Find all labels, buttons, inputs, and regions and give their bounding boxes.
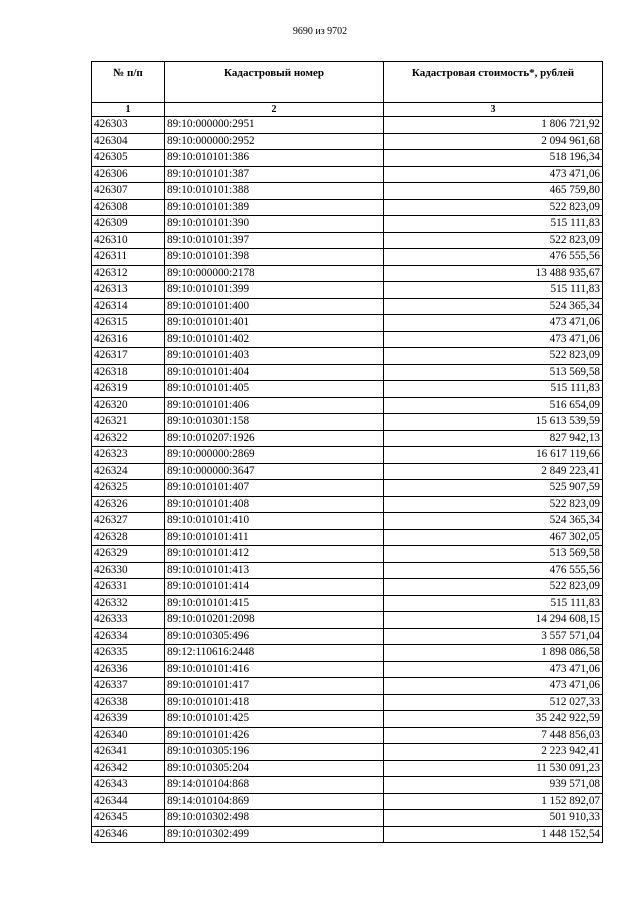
row-number-cell: 426310 (92, 232, 165, 249)
cadastral-number-cell: 89:10:010305:204 (165, 760, 384, 777)
table-row (92, 546, 603, 563)
cadastral-number-cell: 89:10:010101:416 (165, 661, 384, 678)
table-header (92, 62, 603, 117)
cadastral-number-cell: 89:10:010101:386 (165, 150, 384, 167)
cadastral-value-cell: 473 471,06 (384, 678, 603, 695)
row-number-cell: 426319 (92, 381, 165, 398)
cadastral-value-cell: 16 617 119,66 (384, 447, 603, 464)
row-number-cell: 426306 (92, 166, 165, 183)
cadastral-number-cell: 89:10:010302:499 (165, 826, 384, 843)
cadastral-number-cell: 89:10:000000:2178 (165, 265, 384, 282)
cadastral-value-cell: 1 152 892,07 (384, 793, 603, 810)
row-number-cell: 426329 (92, 546, 165, 563)
row-number-cell: 426336 (92, 661, 165, 678)
cadastral-value-cell: 524 365,34 (384, 298, 603, 315)
table-row (92, 760, 603, 777)
row-number-cell: 426312 (92, 265, 165, 282)
row-number-cell: 426322 (92, 430, 165, 447)
table-row (92, 199, 603, 216)
row-number-cell: 426324 (92, 463, 165, 480)
table-row (92, 513, 603, 530)
cadastral-value-cell: 11 530 091,23 (384, 760, 603, 777)
cadastral-value-cell: 2 094 961,68 (384, 133, 603, 150)
table-row (92, 414, 603, 431)
cadastral-number-cell: 89:10:000000:2951 (165, 117, 384, 134)
cadastral-value-cell: 518 196,34 (384, 150, 603, 167)
cadastral-number-cell: 89:10:010101:387 (165, 166, 384, 183)
cadastral-value-cell: 522 823,09 (384, 496, 603, 513)
header-row-number: № п/п (92, 62, 165, 103)
table-row (92, 216, 603, 233)
row-number-cell: 426318 (92, 364, 165, 381)
table-row (92, 628, 603, 645)
cadastral-number-cell: 89:10:010305:496 (165, 628, 384, 645)
row-number-cell: 426316 (92, 331, 165, 348)
row-number-cell: 426311 (92, 249, 165, 266)
cadastral-value-cell: 516 654,09 (384, 397, 603, 414)
table-row (92, 331, 603, 348)
table-row (92, 447, 603, 464)
table-row (92, 826, 603, 843)
cadastral-number-cell: 89:10:010101:389 (165, 199, 384, 216)
cadastral-number-cell: 89:10:010101:415 (165, 595, 384, 612)
row-number-cell: 426304 (92, 133, 165, 150)
table-row (92, 232, 603, 249)
cadastral-number-cell: 89:10:010101:413 (165, 562, 384, 579)
row-number-cell: 426342 (92, 760, 165, 777)
cadastral-value-cell: 512 027,33 (384, 694, 603, 711)
cadastral-value-cell: 473 471,06 (384, 331, 603, 348)
table-row (92, 661, 603, 678)
table-row (92, 810, 603, 827)
cadastral-number-cell: 89:10:010101:404 (165, 364, 384, 381)
row-number-cell: 426327 (92, 513, 165, 530)
table-row (92, 397, 603, 414)
table-row (92, 364, 603, 381)
table-row (92, 612, 603, 629)
cadastral-value-cell: 501 910,33 (384, 810, 603, 827)
cadastral-value-cell: 522 823,09 (384, 348, 603, 365)
cadastral-number-cell: 89:10:010101:388 (165, 183, 384, 200)
table-row (92, 496, 603, 513)
cadastral-value-cell: 2 849 223,41 (384, 463, 603, 480)
cadastral-value-cell: 465 759,80 (384, 183, 603, 200)
page-counter: 9690 из 9702 (292, 26, 348, 37)
table-row (92, 150, 603, 167)
cadastral-number-cell: 89:10:010101:406 (165, 397, 384, 414)
cadastral-value-cell: 522 823,09 (384, 199, 603, 216)
cadastral-number-cell: 89:10:010101:410 (165, 513, 384, 530)
cadastral-number-cell: 89:10:010101:390 (165, 216, 384, 233)
table-row (92, 678, 603, 695)
cadastral-value-cell: 513 569,58 (384, 546, 603, 563)
cadastral-value-cell: 939 571,08 (384, 777, 603, 794)
table-row (92, 579, 603, 596)
row-number-cell: 426344 (92, 793, 165, 810)
cadastral-value-cell: 3 557 571,04 (384, 628, 603, 645)
column-number-1: 1 (92, 103, 165, 117)
cadastral-number-cell: 89:10:010101:399 (165, 282, 384, 299)
cadastral-value-cell: 515 111,83 (384, 595, 603, 612)
cadastral-value-cell: 14 294 608,15 (384, 612, 603, 629)
column-number-2: 2 (165, 103, 384, 117)
table-row (92, 282, 603, 299)
cadastral-number-cell: 89:14:010104:869 (165, 793, 384, 810)
cadastral-number-cell: 89:10:010301:158 (165, 414, 384, 431)
table-row (92, 298, 603, 315)
row-number-cell: 426305 (92, 150, 165, 167)
row-number-cell: 426346 (92, 826, 165, 843)
cadastral-number-cell: 89:10:010101:402 (165, 331, 384, 348)
cadastral-number-cell: 89:10:000000:2869 (165, 447, 384, 464)
cadastral-value-cell: 13 488 935,67 (384, 265, 603, 282)
cadastral-number-cell: 89:10:000000:2952 (165, 133, 384, 150)
cadastral-value-cell: 476 555,56 (384, 562, 603, 579)
cadastral-value-cell: 525 907,59 (384, 480, 603, 497)
table-row (92, 315, 603, 332)
header-row (92, 62, 603, 103)
row-number-cell: 426321 (92, 414, 165, 431)
row-number-cell: 426341 (92, 744, 165, 761)
table-row (92, 133, 603, 150)
row-number-cell: 426307 (92, 183, 165, 200)
row-number-cell: 426326 (92, 496, 165, 513)
cadastral-number-cell: 89:10:010201:2098 (165, 612, 384, 629)
cadastral-value-cell: 473 471,06 (384, 661, 603, 678)
cadastral-value-cell: 35 242 922,59 (384, 711, 603, 728)
cadastral-value-cell: 524 365,34 (384, 513, 603, 530)
cadastral-value-cell: 522 823,09 (384, 579, 603, 596)
row-number-cell: 426332 (92, 595, 165, 612)
table-row (92, 744, 603, 761)
cadastral-number-cell: 89:10:010101:407 (165, 480, 384, 497)
table-row (92, 463, 603, 480)
cadastral-number-cell: 89:10:010101:398 (165, 249, 384, 266)
table-row (92, 265, 603, 282)
header-cadastral-value: Кадастровая стоимость*, рублей (384, 62, 603, 103)
table-row (92, 595, 603, 612)
row-number-cell: 426331 (92, 579, 165, 596)
cadastral-number-cell: 89:10:010101:405 (165, 381, 384, 398)
table-row (92, 117, 603, 134)
table-row (92, 562, 603, 579)
cadastral-value-cell: 515 111,83 (384, 381, 603, 398)
table-row (92, 430, 603, 447)
row-number-cell: 426323 (92, 447, 165, 464)
cadastral-value-cell: 467 302,05 (384, 529, 603, 546)
table-row (92, 249, 603, 266)
table-row (92, 183, 603, 200)
table-row (92, 348, 603, 365)
table-row (92, 793, 603, 810)
cadastral-value-cell: 1 806 721,92 (384, 117, 603, 134)
cadastral-number-cell: 89:10:010305:196 (165, 744, 384, 761)
row-number-cell: 426328 (92, 529, 165, 546)
cadastral-number-cell: 89:10:010101:401 (165, 315, 384, 332)
column-number-3: 3 (384, 103, 603, 117)
row-number-cell: 426308 (92, 199, 165, 216)
row-number-cell: 426314 (92, 298, 165, 315)
cadastral-number-cell: 89:10:010101:397 (165, 232, 384, 249)
cadastral-value-cell: 827 942,13 (384, 430, 603, 447)
cadastral-number-cell: 89:10:010101:400 (165, 298, 384, 315)
cadastral-value-cell: 473 471,06 (384, 315, 603, 332)
cadastral-value-cell: 7 448 856,03 (384, 727, 603, 744)
header-cadastral-number: Кадастровый номер (165, 62, 384, 103)
row-number-cell: 426303 (92, 117, 165, 134)
table-row (92, 381, 603, 398)
cadastral-number-cell: 89:10:010101:425 (165, 711, 384, 728)
cadastral-value-cell: 2 223 942,41 (384, 744, 603, 761)
row-number-cell: 426313 (92, 282, 165, 299)
column-number-row (92, 103, 603, 117)
table-row (92, 480, 603, 497)
cadastral-number-cell: 89:10:010101:426 (165, 727, 384, 744)
cadastral-number-cell: 89:10:010101:411 (165, 529, 384, 546)
cadastral-value-cell: 515 111,83 (384, 216, 603, 233)
row-number-cell: 426315 (92, 315, 165, 332)
row-number-cell: 426337 (92, 678, 165, 695)
row-number-cell: 426343 (92, 777, 165, 794)
cadastral-number-cell: 89:10:010302:498 (165, 810, 384, 827)
row-number-cell: 426339 (92, 711, 165, 728)
cadastral-value-cell: 522 823,09 (384, 232, 603, 249)
cadastral-number-cell: 89:10:000000:3647 (165, 463, 384, 480)
row-number-cell: 426340 (92, 727, 165, 744)
table-row (92, 711, 603, 728)
cadastral-number-cell: 89:10:010101:414 (165, 579, 384, 596)
cadastral-value-cell: 15 613 539,59 (384, 414, 603, 431)
row-number-cell: 426333 (92, 612, 165, 629)
cadastral-number-cell: 89:10:010101:417 (165, 678, 384, 695)
cadastral-number-cell: 89:10:010101:418 (165, 694, 384, 711)
cadastral-number-cell: 89:10:010207:1926 (165, 430, 384, 447)
row-number-cell: 426317 (92, 348, 165, 365)
table-row (92, 694, 603, 711)
cadastral-value-cell: 1 898 086,58 (384, 645, 603, 662)
cadastral-number-cell: 89:10:010101:408 (165, 496, 384, 513)
cadastral-value-cell: 515 111,83 (384, 282, 603, 299)
cadastral-number-cell: 89:10:010101:412 (165, 546, 384, 563)
row-number-cell: 426320 (92, 397, 165, 414)
row-number-cell: 426309 (92, 216, 165, 233)
row-number-cell: 426334 (92, 628, 165, 645)
row-number-cell: 426345 (92, 810, 165, 827)
table-row (92, 529, 603, 546)
cadastral-value-cell: 476 555,56 (384, 249, 603, 266)
row-number-cell: 426325 (92, 480, 165, 497)
cadastral-value-cell: 473 471,06 (384, 166, 603, 183)
table-row (92, 166, 603, 183)
row-number-cell: 426330 (92, 562, 165, 579)
cadastral-number-cell: 89:10:010101:403 (165, 348, 384, 365)
table-row (92, 727, 603, 744)
cadastral-value-cell: 513 569,58 (384, 364, 603, 381)
cadastral-number-cell: 89:12:110616:2448 (165, 645, 384, 662)
table-row (92, 777, 603, 794)
table-body (92, 117, 603, 843)
row-number-cell: 426338 (92, 694, 165, 711)
table-row (92, 645, 603, 662)
cadastral-value-table (91, 61, 603, 843)
cadastral-value-cell: 1 448 152,54 (384, 826, 603, 843)
cadastral-number-cell: 89:14:010104:868 (165, 777, 384, 794)
row-number-cell: 426335 (92, 645, 165, 662)
